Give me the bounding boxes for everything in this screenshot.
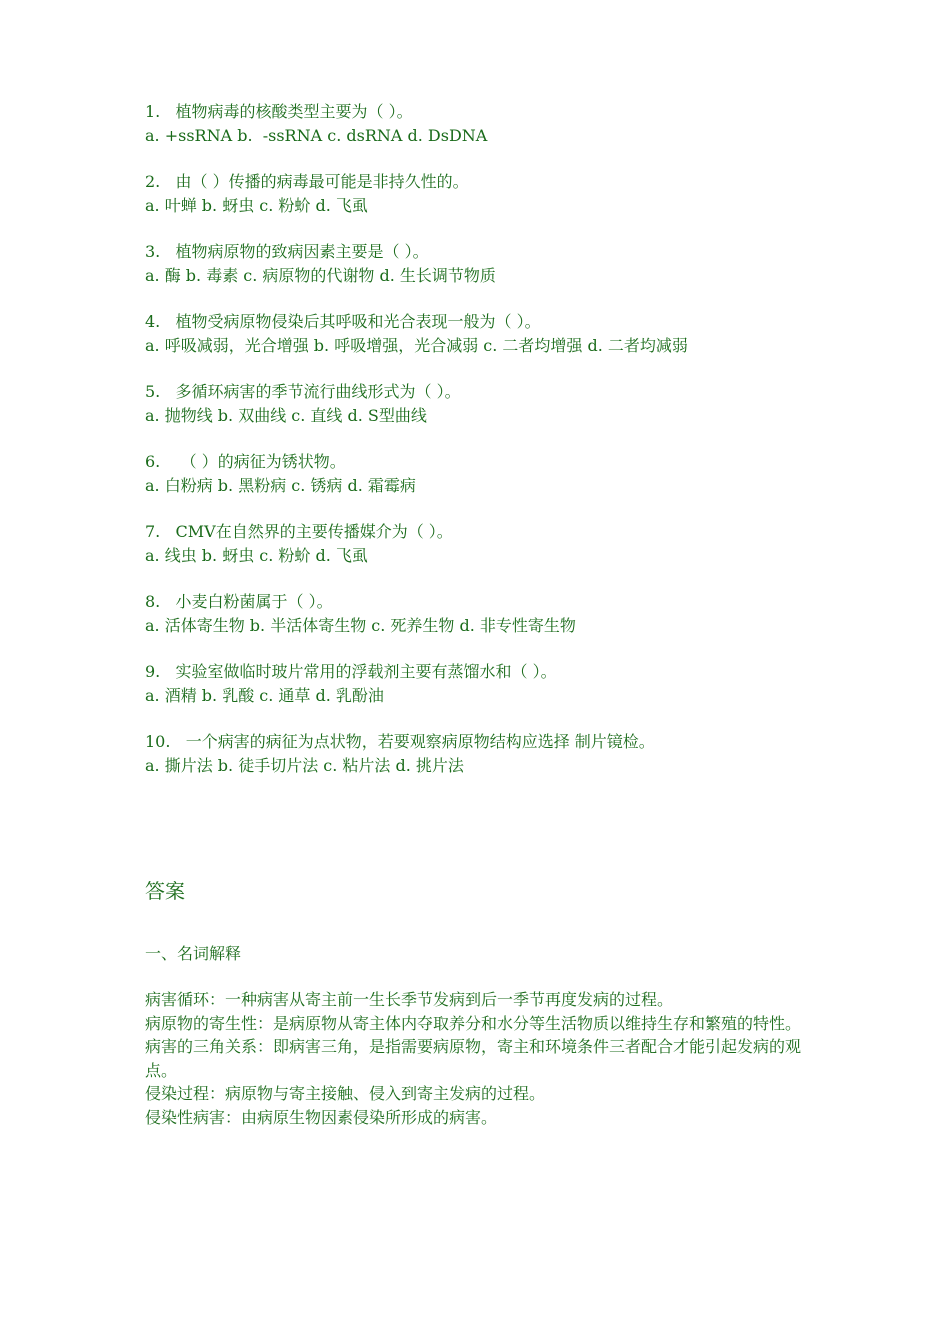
question-stem: 10. 一个病害的病征为点状物，若要观察病原物结构应选择 制片镜检。 bbox=[145, 732, 655, 751]
question-5 bbox=[145, 380, 825, 428]
question-stem: 9. 实验室做临时玻片常用的浮载剂主要有蒸馏水和（ ）。 bbox=[145, 662, 557, 681]
question-stem: 1. 植物病毒的核酸类型主要为（ ）。 bbox=[145, 102, 413, 121]
question-options: a. 叶蝉 b. 蚜虫 c. 粉蚧 d. 飞虱 bbox=[145, 196, 368, 215]
definition-item: 病原物的寄生性：是病原物从寄主体内夺取养分和水分等生活物质以维持生存和繁殖的特性。 bbox=[145, 1013, 802, 1033]
definition-item: 侵染过程：病原物与寄主接触、侵入到寄主发病的过程。 bbox=[145, 1084, 546, 1103]
question-4 bbox=[145, 310, 825, 358]
question-options: a. 线虫 b. 蚜虫 c. 粉蚧 d. 飞虱 bbox=[145, 546, 368, 565]
definition-item: 侵染性病害：由病原生物因素侵染所形成的病害。 bbox=[145, 1107, 498, 1127]
question-options: a. 酶 b. 毒素 c. 病原物的代谢物 d. 生长调节物质 bbox=[145, 266, 496, 285]
question-stem: 5. 多循环病害的季节流行曲线形式为（ ）。 bbox=[145, 382, 461, 401]
question-options: a. 酒精 b. 乳酸 c. 通草 d. 乳酚油 bbox=[145, 686, 384, 705]
question-options: a. 呼吸减弱，光合增强 b. 呼吸增强，光合减弱 c. 二者均增强 d. 二者均减弱 bbox=[145, 336, 688, 355]
question-7 bbox=[145, 520, 825, 568]
question-options: a. +ssRNA b. -ssRNA c. dsRNA d. DsDNA bbox=[145, 126, 488, 145]
question-2 bbox=[145, 170, 825, 218]
question-stem: 7. CMV在自然界的主要传播媒介为（ ）。 bbox=[145, 522, 453, 541]
definition-list bbox=[145, 988, 825, 1129]
section-heading: 一、名词解释 bbox=[145, 944, 242, 963]
question-3 bbox=[145, 240, 825, 288]
definition-item: 病害循环：一种病害从寄主前一生长季节发病到后一季节再度发病的过程。 bbox=[145, 990, 674, 1009]
definition-item: 病害的三角关系：即病害三角，是指需要病原物，寄主和环境条件三者配合才能引起发病的观点。 bbox=[145, 1037, 802, 1080]
question-options: a. 抛物线 b. 双曲线 c. 直线 d. S型曲线 bbox=[145, 406, 427, 425]
question-9 bbox=[145, 660, 825, 708]
question-options: a. 活体寄生物 b. 半活体寄生物 c. 死养生物 d. 非专性寄生物 bbox=[145, 616, 576, 635]
question-8 bbox=[145, 590, 825, 638]
question-6 bbox=[145, 450, 825, 498]
question-list bbox=[145, 100, 825, 800]
question-10 bbox=[145, 730, 825, 778]
question-stem: 6. （ ）的病征为锈状物。 bbox=[145, 452, 346, 471]
answers-heading: 答案 bbox=[145, 879, 185, 903]
question-options: a. 撕片法 b. 徒手切片法 c. 粘片法 d. 挑片法 bbox=[145, 756, 464, 775]
question-stem: 4. 植物受病原物侵染后其呼吸和光合表现一般为（ ）。 bbox=[145, 312, 541, 331]
question-options: a. 白粉病 b. 黑粉病 c. 锈病 d. 霜霉病 bbox=[145, 476, 416, 495]
question-1 bbox=[145, 100, 825, 148]
question-stem: 3. 植物病原物的致病因素主要是（ ）。 bbox=[145, 242, 429, 261]
question-stem: 2. 由（ ）传播的病毒最可能是非持久性的。 bbox=[145, 172, 469, 191]
question-stem: 8. 小麦白粉菌属于（ ）。 bbox=[145, 592, 333, 611]
